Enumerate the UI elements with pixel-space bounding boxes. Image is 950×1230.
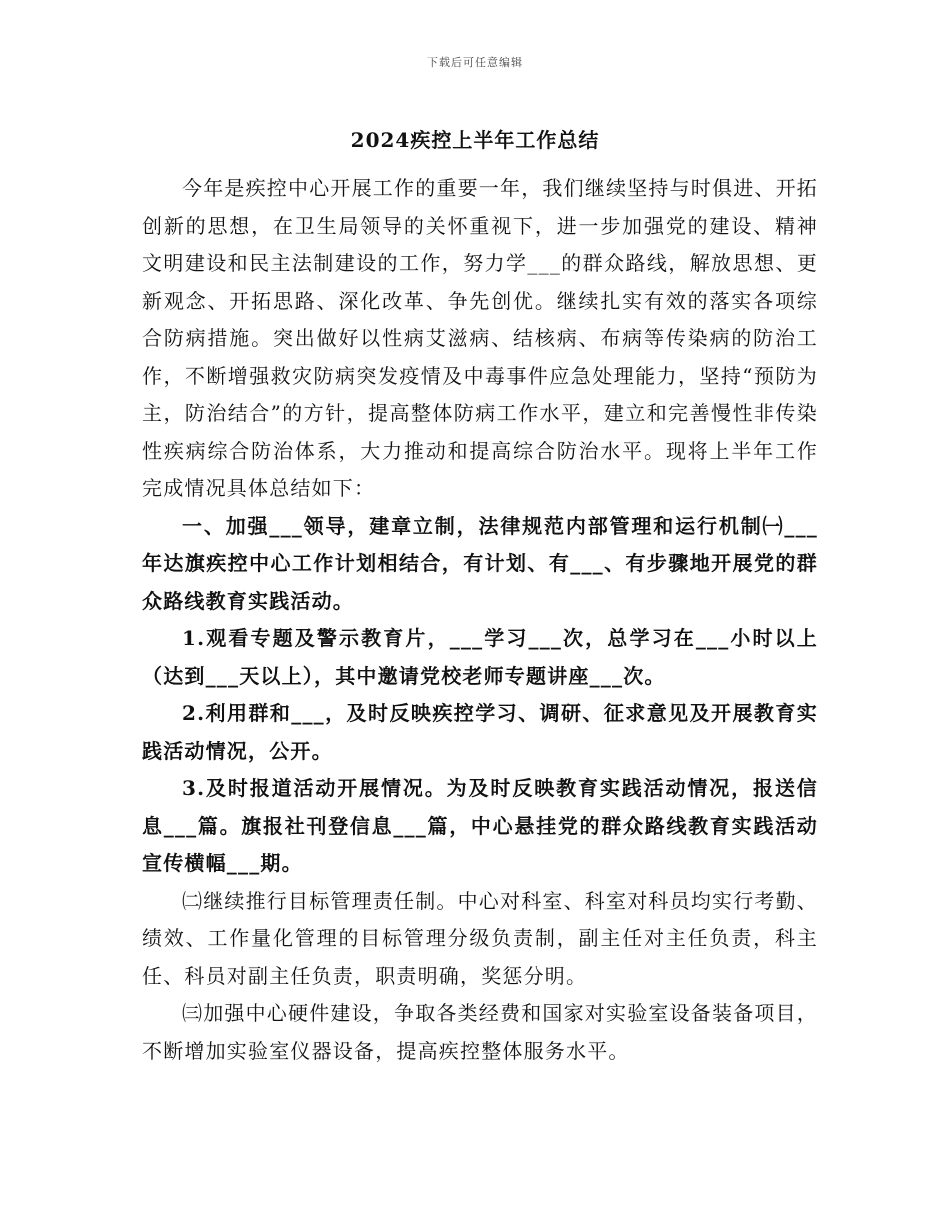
sub-section-3-paragraph: ㈢加强中心硬件建设，争取各类经费和国家对实验室设备装备项目，不断增加实验室仪器设备，提高疾控整体服务水平。	[142, 1001, 818, 1063]
document-body	[142, 170, 818, 1070]
list-item-3: 3.及时报道活动开展情况。为及时反映教育实践活动情况，报送信息___篇。旗报社刊登信息___篇，中心悬挂党的群众路线教育实践活动宣传横幅___期。	[142, 776, 818, 875]
header-note: 下载后可任意编辑	[427, 56, 523, 69]
document-title: 2024疾控上半年工作总结	[350, 128, 600, 152]
intro-paragraph: 今年是疾控中心开展工作的重要一年，我们继续坚持与时俱进、开拓创新的思想，在卫生局领导的关怀重视下，进一步加强党的建设、精神文明建设和民主法制建设的工作，努力学___的群众路线，解放思想、更新观念、开拓思路、深化改革、争先创优。继续扎实有效的落实各项综合防病措施。突出做好以性病艾滋病、结核病、布病等传染病的防治工作，不断增强救灾防病突发疫情及中毒事件应急处理能力，坚持“预防为主，防治结合”的方针，提高整体防病工作水平，建立和完善慢性非传染性疾病综合防治体系，大力推动和提高综合防治水平。现将上半年工作完成情况具体总结如下：	[142, 176, 818, 500]
section-one-heading: 一、加强___领导，建章立制，法律规范内部管理和运行机制㈠___年达旗疾控中心工作计划相结合，有计划、有___、有步骤地开展党的群众路线教育实践活动。	[142, 513, 818, 613]
list-item-1: 1.观看专题及警示教育片，___学习___次，总学习在___小时以上（达到___天以上），其中邀请党校老师专题讲座___次。	[142, 626, 818, 688]
sub-section-2-paragraph: ㈡继续推行目标管理责任制。中心对科室、科室对科员均实行考勤、绩效、工作量化管理的目标管理分级负责制，副主任对主任负责，科主任、科员对副主任负责，职责明确，奖惩分明。	[142, 888, 818, 988]
list-item-2: 2.利用群和___，及时反映疾控学习、调研、征求意见及开展教育实践活动情况，公开。	[142, 701, 818, 763]
